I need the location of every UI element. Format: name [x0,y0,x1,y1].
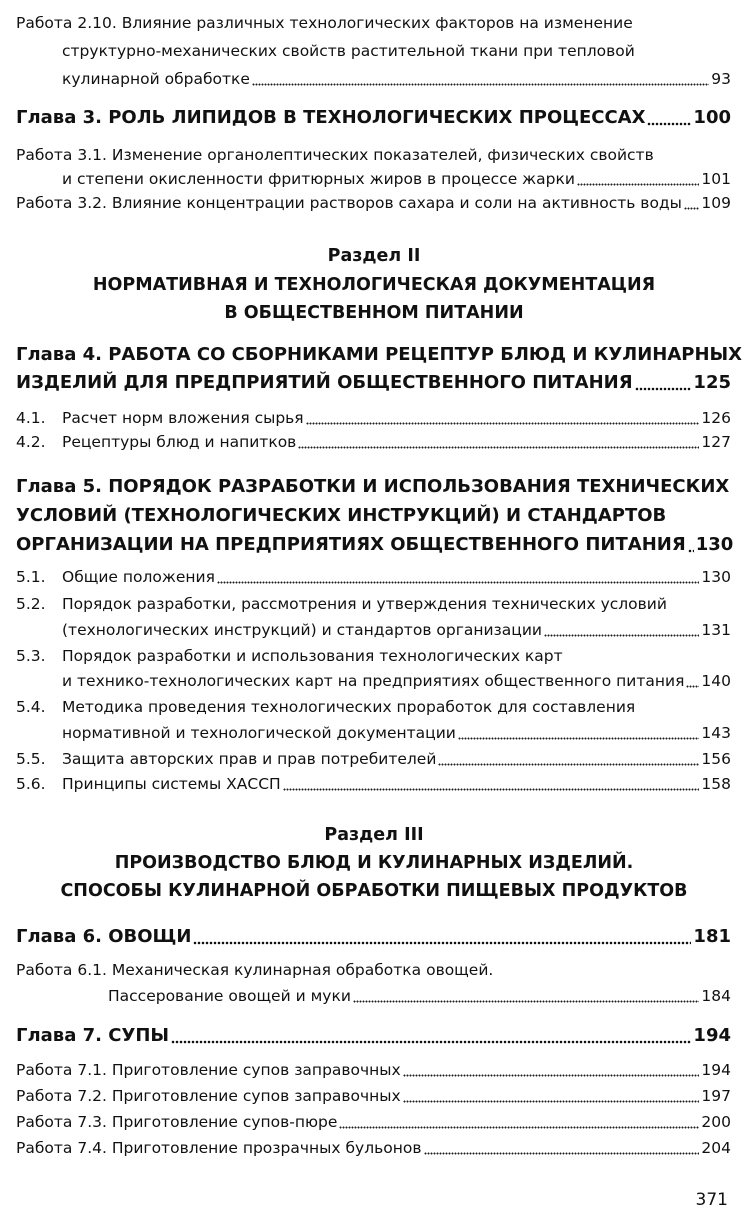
chapter-6-heading [16,922,731,952]
entry-text: Пассерование овощей и муки [108,987,351,1005]
leader-dots [403,1099,700,1103]
entry-number: Работа 7.3. [16,1113,107,1131]
entry-number: 4.2. [16,433,46,451]
page-number: 126 [701,409,731,427]
entry-text: (технологических инструкций) и стандартов организации [62,621,542,639]
leader-dots [193,940,691,945]
chapter-title: ОРГАНИЗАЦИИ НА ПРЕДПРИЯТИЯХ ОБЩЕСТВЕННОГО ПИТАНИЯ [16,534,686,555]
toc-entry-7-3 [16,1109,731,1135]
toc-entry-5-3-cont [62,668,731,694]
entry-text: Общие положения [62,568,215,586]
page-number: 181 [693,926,731,947]
leader-dots [647,121,691,126]
leader-dots [353,999,700,1003]
entry-number: 5.6. [16,775,46,793]
entry-text: Влияние концентрации растворов сахара и соли на активность воды [111,194,682,212]
page-number: 100 [693,107,731,128]
leader-dots [577,182,700,186]
chapter-5-heading-line1: Глава 5. ПОРЯДОК РАЗРАБОТКИ И ИСПОЛЬЗОВАНИЯ ТЕХНИЧЕСКИХ [16,476,730,497]
toc-entry-6-1 [16,957,731,983]
page-number: 125 [693,372,731,393]
leader-dots [684,206,700,210]
entry-text: Влияние различных технологических факторов на изменение [121,14,633,32]
leader-dots [217,580,699,584]
toc-entry-7-2 [16,1083,731,1109]
page-number: 140 [701,672,731,690]
entry-text: Приготовление прозрачных бульонов [111,1139,422,1157]
leader-dots [306,421,700,425]
toc-entry-4-2 [16,429,731,455]
entry-text: Рецептуры блюд и напитков [62,433,297,451]
leader-dots [252,82,709,86]
entry-text: Методика проведения технологических проработок для составления [62,698,636,716]
leader-dots [424,1151,700,1155]
leader-dots [688,548,694,553]
toc-entry-5-4 [16,694,731,720]
leader-dots [171,1039,691,1044]
leader-dots [403,1073,700,1077]
entry-text: Приготовление супов заправочных [111,1061,401,1079]
chapter-5-heading-line2: УСЛОВИЙ (ТЕХНОЛОГИЧЕСКИХ ИНСТРУКЦИЙ) И СТАНДАРТОВ [16,505,667,526]
entry-number: 5.3. [16,647,46,665]
section-2-title-line1: НОРМАТИВНАЯ И ТЕХНОЛОГИЧЕСКАЯ ДОКУМЕНТАЦИЯ [92,275,656,295]
toc-entry-3-1 [16,142,731,168]
entry-text: структурно-механических свойств растительной ткани при тепловой [62,42,635,60]
section-3-label: Раздел III [324,825,424,845]
toc-entry-5-5 [16,746,731,772]
page-number: 127 [701,433,731,451]
chapter-title: Глава 3. РОЛЬ ЛИПИДОВ В ТЕХНОЛОГИЧЕСКИХ ПРОЦЕССАХ [16,107,646,128]
page-number: 197 [701,1087,731,1105]
leader-dots [438,762,699,766]
toc-entry-3-1-cont [62,166,731,192]
page-number: 156 [701,750,731,768]
chapter-title: ИЗДЕЛИЙ ДЛЯ ПРЕДПРИЯТИЙ ОБЩЕСТВЕННОГО ПИТАНИЯ [16,372,633,393]
leader-dots [458,736,700,740]
section-2-title-line2: В ОБЩЕСТВЕННОМ ПИТАНИИ [224,303,524,323]
section-3-title-line1: ПРОИЗВОДСТВО БЛЮД И КУЛИНАРНЫХ ИЗДЕЛИЙ. [114,853,634,873]
toc-entry-2-10-cont [62,38,731,64]
page-number: 130 [701,568,731,586]
entry-text: Изменение органолептических показателей, физических свойств [111,146,654,164]
page-number: 200 [701,1113,731,1131]
entry-text: Расчет норм вложения сырья [62,409,304,427]
entry-text: Механическая кулинарная обработка овощей. [111,961,494,979]
chapter-7-heading [16,1021,731,1051]
chapter-4-heading-line2 [16,368,731,398]
chapter-3-heading [16,103,731,133]
entry-text: Порядок разработки, рассмотрения и утверждения технических условий [62,595,667,613]
page-number: 131 [701,621,731,639]
leader-dots [686,684,699,688]
page-number: 204 [701,1139,731,1157]
toc-entry-3-2 [16,190,731,216]
toc-entry-7-1 [16,1057,731,1083]
chapter-title: Глава 7. СУПЫ [16,1025,170,1046]
toc-entry-5-1 [16,564,731,590]
toc-entry-5-4-cont [62,720,731,746]
entry-text: Принципы системы ХАССП [62,775,281,793]
toc-entry-4-1 [16,405,731,431]
page-number: 130 [695,534,734,555]
entry-number: Работа 7.2. [16,1087,107,1105]
page-number: 93 [711,70,731,88]
entry-number: Работа 7.1. [16,1061,107,1079]
entry-text: и степени окисленности фритюрных жиров в процессе жарки [62,170,575,188]
entry-text: Приготовление супов-пюре [111,1113,338,1131]
toc-entry-7-4 [16,1135,731,1161]
entry-number: Работа 7.4. [16,1139,107,1157]
leader-dots [544,633,699,637]
page-number: 109 [701,194,731,212]
entry-text: Приготовление супов заправочных [111,1087,401,1105]
page-folio: 371 [695,1190,728,1210]
entry-number: Работа 2.10. [16,14,117,32]
entry-number: Работа 3.2. [16,194,107,212]
entry-number: 5.2. [16,595,46,613]
entry-text: кулинарной обработке [62,70,250,88]
section-3-title-line2: СПОСОБЫ КУЛИНАРНОЙ ОБРАБОТКИ ПИЩЕВЫХ ПРОДУКТОВ [60,881,688,901]
leader-dots [298,445,699,449]
chapter-5-heading-line3 [16,530,734,560]
page-number: 194 [693,1025,731,1046]
page-number: 184 [701,987,731,1005]
page-number: 101 [701,170,731,188]
leader-dots [635,386,692,391]
leader-dots [339,1125,699,1129]
entry-number: 5.1. [16,568,46,586]
toc-entry-5-2 [16,591,731,617]
entry-text: Защита авторских прав и прав потребителей [62,750,437,768]
toc-entry-5-6 [16,771,731,797]
chapter-4-heading-line1: Глава 4. РАБОТА СО СБОРНИКАМИ РЕЦЕПТУР БЛЮД И КУЛИНАРНЫХ [16,344,743,365]
leader-dots [283,787,700,791]
toc-entry-2-10-last [62,66,731,92]
toc-entry-2-10 [16,10,731,36]
entry-text: и технико-технологических карт на предприятиях общественного питания [62,672,685,690]
toc-entry-5-3 [16,643,731,669]
chapter-title: Глава 6. ОВОЩИ [16,926,192,947]
page-number: 194 [701,1061,731,1079]
page-number: 158 [701,775,731,793]
entry-number: Работа 3.1. [16,146,107,164]
entry-text: нормативной и технологической документации [62,724,456,742]
toc-entry-5-2-cont [62,617,731,643]
entry-text: Порядок разработки и использования технологических карт [62,647,563,665]
section-2-label: Раздел II [327,246,421,266]
entry-number: 4.1. [16,409,46,427]
entry-number: 5.5. [16,750,46,768]
entry-number: 5.4. [16,698,46,716]
page-number: 143 [701,724,731,742]
entry-number: Работа 6.1. [16,961,107,979]
toc-entry-6-1-cont [108,983,731,1009]
